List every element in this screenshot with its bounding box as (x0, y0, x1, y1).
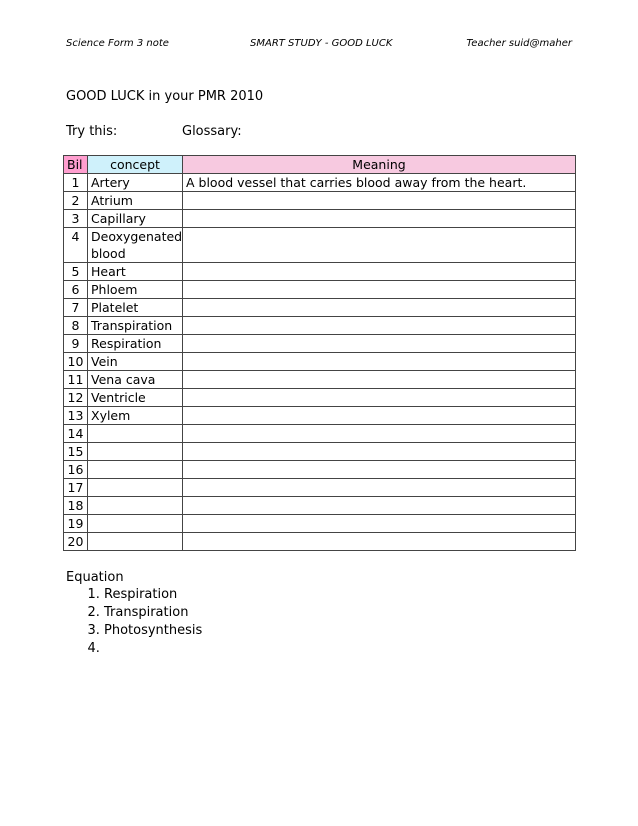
good-luck-text: GOOD LUCK in your PMR 2010 (66, 89, 264, 104)
table-row (64, 263, 576, 281)
row-meaning (183, 317, 576, 335)
table-row (64, 210, 576, 228)
table-row (64, 192, 576, 210)
row-concept (88, 533, 183, 551)
row-meaning (183, 461, 576, 479)
row-number: 8 (64, 317, 88, 335)
row-concept (88, 425, 183, 443)
table-row (64, 425, 576, 443)
row-number: 14 (64, 425, 88, 443)
table-row (64, 228, 576, 263)
row-concept: Artery (88, 174, 183, 192)
row-meaning (183, 425, 576, 443)
equation-list (66, 586, 202, 658)
row-meaning (183, 192, 576, 210)
row-number: 7 (64, 299, 88, 317)
row-concept (88, 515, 183, 533)
table-row (64, 335, 576, 353)
row-concept: Phloem (88, 281, 183, 299)
row-concept (88, 479, 183, 497)
row-concept: Xylem (88, 407, 183, 425)
row-number: 3 (64, 210, 88, 228)
header-concept: concept (88, 156, 183, 174)
header-bil: Bil (64, 156, 88, 174)
table-row (64, 371, 576, 389)
row-concept: Heart (88, 263, 183, 281)
row-meaning (183, 443, 576, 461)
row-meaning (183, 479, 576, 497)
row-concept (88, 461, 183, 479)
glossary-label: Glossary: (182, 124, 242, 139)
table-row (64, 479, 576, 497)
equation-item: 2. Transpiration (104, 604, 202, 622)
table-row (64, 515, 576, 533)
equation-item: 1. Respiration (104, 586, 202, 604)
row-number: 5 (64, 263, 88, 281)
row-meaning (183, 389, 576, 407)
header-center: SMART STUDY - GOOD LUCK (250, 38, 393, 49)
row-number: 16 (64, 461, 88, 479)
row-meaning (183, 515, 576, 533)
row-meaning (183, 210, 576, 228)
row-concept: Vein (88, 353, 183, 371)
row-concept: Transpiration (88, 317, 183, 335)
table-row (64, 174, 576, 192)
row-meaning (183, 299, 576, 317)
table-row (64, 353, 576, 371)
equation-title: Equation (66, 570, 124, 585)
row-number: 9 (64, 335, 88, 353)
row-number: 2 (64, 192, 88, 210)
table-row (64, 497, 576, 515)
try-this-label: Try this: (66, 124, 118, 139)
row-number: 6 (64, 281, 88, 299)
equation-item (104, 640, 202, 658)
table-header-row (64, 156, 576, 174)
header-right: Teacher suid@maher (466, 38, 572, 49)
row-meaning (183, 228, 576, 263)
row-concept: Vena cava (88, 371, 183, 389)
row-number: 12 (64, 389, 88, 407)
header-left: Science Form 3 note (66, 38, 169, 49)
table-row (64, 533, 576, 551)
row-number: 4 (64, 228, 88, 263)
table-row (64, 443, 576, 461)
row-concept (88, 497, 183, 515)
row-concept: Platelet (88, 299, 183, 317)
header-meaning: Meaning (183, 156, 576, 174)
table-row (64, 389, 576, 407)
row-meaning: A blood vessel that carries blood away from the heart. (183, 174, 576, 192)
row-meaning (183, 335, 576, 353)
table-row (64, 407, 576, 425)
row-number: 10 (64, 353, 88, 371)
row-number: 13 (64, 407, 88, 425)
row-number: 1 (64, 174, 88, 192)
row-concept: Respiration (88, 335, 183, 353)
row-concept: Ventricle (88, 389, 183, 407)
row-number: 19 (64, 515, 88, 533)
table-body (64, 174, 576, 551)
row-meaning (183, 263, 576, 281)
row-number: 18 (64, 497, 88, 515)
table-row (64, 281, 576, 299)
row-meaning (183, 353, 576, 371)
row-number: 17 (64, 479, 88, 497)
row-concept (88, 443, 183, 461)
table-row (64, 317, 576, 335)
page-header (66, 38, 572, 54)
table-row (64, 461, 576, 479)
row-concept: Deoxygenated blood (88, 228, 183, 263)
table-row (64, 299, 576, 317)
row-meaning (183, 371, 576, 389)
row-meaning (183, 407, 576, 425)
row-concept: Capillary (88, 210, 183, 228)
row-meaning (183, 497, 576, 515)
row-meaning (183, 533, 576, 551)
row-number: 15 (64, 443, 88, 461)
row-concept: Atrium (88, 192, 183, 210)
row-meaning (183, 281, 576, 299)
equation-item: 3. Photosynthesis (104, 622, 202, 640)
glossary-table (63, 155, 576, 551)
row-number: 11 (64, 371, 88, 389)
row-number: 20 (64, 533, 88, 551)
